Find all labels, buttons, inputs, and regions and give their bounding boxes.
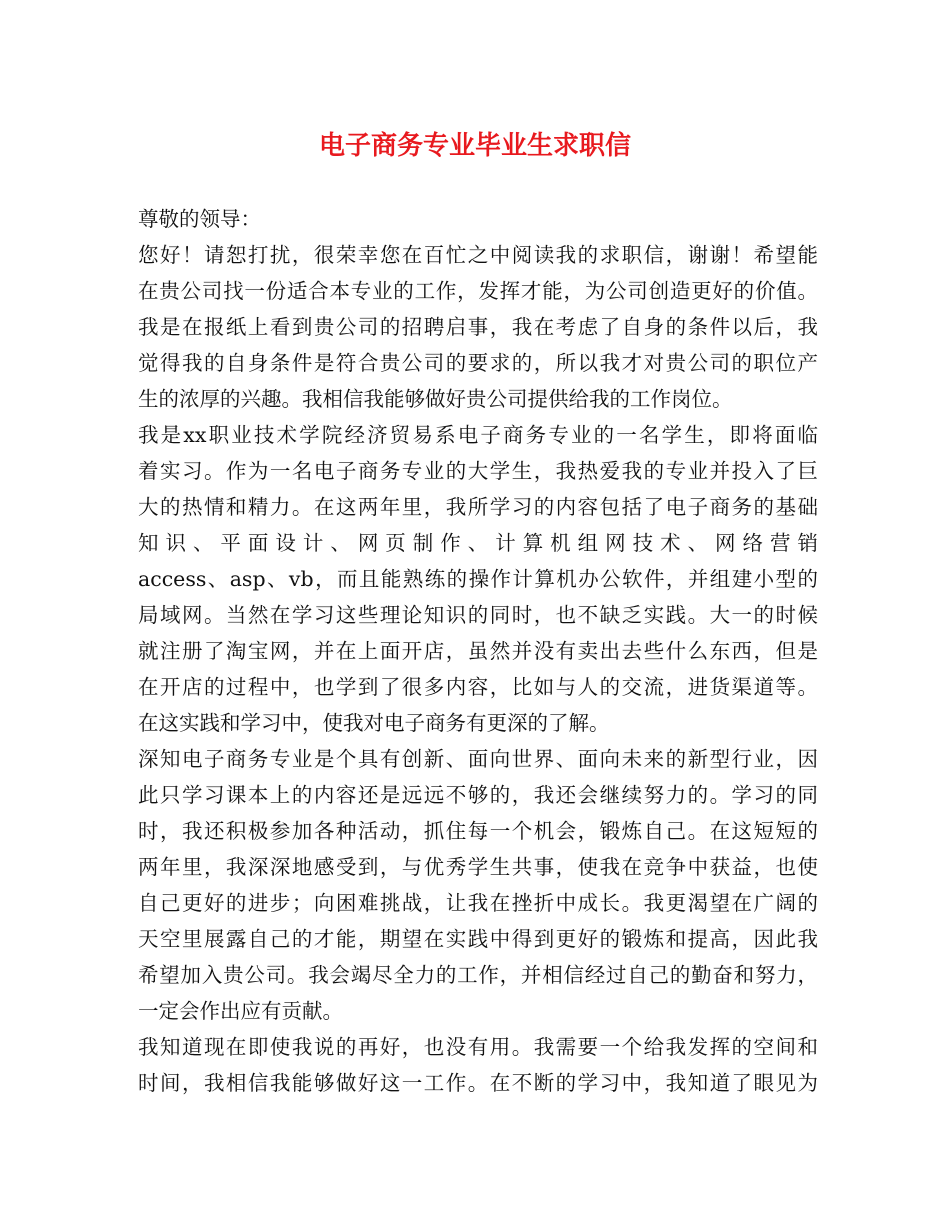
body-line: 一定会作出应有贡献。	[138, 999, 343, 1023]
body-line: 就注册了淘宝网，并在上面开店，虽然并没有卖出去些什么东西，但是	[138, 639, 818, 663]
document-title: 电子商务专业毕业生求职信	[318, 131, 631, 161]
letter-body	[138, 201, 818, 1101]
body-line: 觉得我的自身条件是符合贵公司的要求的，所以我才对贵公司的职位产	[138, 351, 818, 375]
body-line: 局域网。当然在学习这些理论知识的同时，也不缺乏实践。大一的时候	[138, 603, 818, 627]
body-line: 在贵公司找一份适合本专业的工作，发挥才能，为公司创造更好的价值。	[138, 279, 818, 303]
body-line: 我是xx职业技术学院经济贸易系电子商务专业的一名学生，即将面临	[138, 423, 818, 447]
body-line: 您好！请恕打扰，很荣幸您在百忙之中阅读我的求职信，谢谢！希望能	[138, 243, 818, 267]
body-line: 我是在报纸上看到贵公司的招聘启事，我在考虑了自身的条件以后，我	[138, 315, 818, 339]
body-line: 自己更好的进步；向困难挑战，让我在挫折中成长。我更渴望在广阔的	[138, 891, 818, 915]
body-line: 在这实践和学习中，使我对电子商务有更深的了解。	[138, 711, 610, 735]
salutation: 尊敬的领导：	[138, 207, 261, 231]
body-line: 两年里，我深深地感受到，与优秀学生共事，使我在竞争中获益，也使	[138, 855, 818, 879]
body-line: 时间，我相信我能够做好这一工作。在不断的学习中，我知道了眼见为	[138, 1071, 818, 1095]
body-line: 生的浓厚的兴趣。我相信我能够做好贵公司提供给我的工作岗位。	[138, 387, 733, 411]
body-line: 天空里展露自己的才能，期望在实践中得到更好的锻炼和提高，因此我	[138, 927, 818, 951]
body-line: 着实习。作为一名电子商务专业的大学生，我热爱我的专业并投入了巨	[138, 459, 818, 483]
body-line: access、asp、vb，而且能熟练的操作计算机办公软件，并组建小型的	[138, 567, 818, 591]
body-line: 深知电子商务专业是个具有创新、面向世界、面向未来的新型行业，因	[138, 747, 818, 771]
body-line: 大的热情和精力。在这两年里，我所学习的内容包括了电子商务的基础	[138, 495, 818, 519]
body-line: 知识、平面设计、网页制作、计算机组网技术、网络营销	[138, 531, 818, 555]
body-line: 时，我还积极参加各种活动，抓住每一个机会，锻炼自己。在这短短的	[138, 819, 818, 843]
body-line: 我知道现在即使我说的再好，也没有用。我需要一个给我发挥的空间和	[138, 1035, 818, 1059]
body-line: 在开店的过程中，也学到了很多内容，比如与人的交流，进货渠道等。	[138, 675, 818, 699]
body-line: 希望加入贵公司。我会竭尽全力的工作，并相信经过自己的勤奋和努力，	[138, 963, 818, 987]
body-line: 此只学习课本上的内容还是远远不够的，我还会继续努力的。学习的同	[138, 783, 818, 807]
